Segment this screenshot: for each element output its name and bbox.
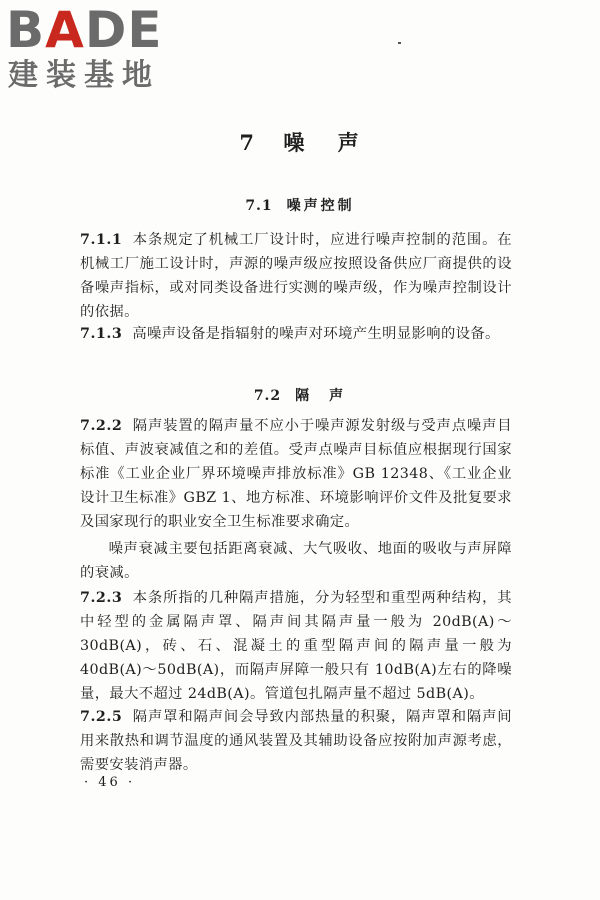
section-number: 7.1 [245, 198, 273, 214]
logo-subtitle: 建装基地 [8, 58, 160, 93]
logo-brand-part2: DE [84, 1, 163, 59]
chapter-title-char1: 噪 [283, 130, 307, 155]
chapter-title-char2: 声 [337, 130, 361, 155]
logo-brand-part1: B [6, 1, 46, 59]
clause-number: 7.2.5 [80, 709, 123, 725]
clause-7-2-3 [80, 586, 512, 706]
logo-brand-accent: A [45, 1, 85, 59]
clause-text: 本条规定了机械工厂设计时，应进行噪声控制的范围。在机械工厂施工设计时，声源的噪声级应按照设备供应厂商提供的设备噪声指标，或对同类设备进行实测的噪声级，作为噪声控制设计的依据。 [80, 232, 512, 320]
clause-number: 7.1.1 [80, 232, 123, 248]
chapter-title [0, 127, 600, 157]
section-title: 噪声控制 [286, 198, 355, 214]
clause-text: 隔声罩和隔声间会导致内部热量的积聚，隔声罩和隔声间用来散热和调节温度的通风装置及其辅助设备应按附加声源考虑，需要安装消声器。 [80, 709, 512, 773]
page-number: · 46 · [84, 775, 136, 790]
clause-7-1-1 [80, 228, 512, 324]
bade-logo [6, 1, 181, 99]
clause-7-1-3 [80, 322, 512, 346]
clause-number: 7.1.3 [80, 326, 123, 342]
clause-7-2-2-note: 噪声衰减主要包括距离衰减、大气吸收、地面的吸收与声屏障的衰减。 [80, 541, 512, 581]
scan-speck [398, 42, 401, 44]
clause-number: 7.2.2 [80, 418, 123, 434]
clause-7-2-2 [80, 414, 512, 534]
clause-text: 隔声装置的隔声量不应小于噪声源发射级与受声点噪声目标值、声波衰减值之和的差值。受声点噪声目标值应根据现行国家标准《工业企业厂界环境噪声排放标准》GB 12348、《工业企业设计卫生标准》GBZ 1、地方标准、环境影响评价文件及批复要求及国家现行的职业安全卫生标准要求确定。 [80, 418, 512, 530]
clause-7-2-5 [80, 705, 512, 777]
clause-text: 高噪声设备是指辐射的噪声对环境产生明显影响的设备。 [132, 326, 500, 342]
section-number: 7.2 [253, 388, 282, 404]
clause-text: 本条所指的几种隔声措施，分为轻型和重型两种结构，其中轻型的金属隔声罩、隔声间其隔声量一般为 20dB(A)～30dB(A)，砖、石、混凝土的重型隔声间的隔声量一般为 40dB(A)～50dB(A)，而隔声屏障一般只有 10dB(A)左右的降噪量，最大不超过 24dB(A)。管道包扎隔声量不超过 5dB(A)。 [80, 590, 512, 702]
clause-number: 7.2.3 [80, 590, 123, 606]
chapter-number: 7 [239, 130, 256, 155]
section-title: 隔 声 [295, 388, 347, 404]
section-heading-7-2 [0, 385, 600, 405]
logo-brand-text [6, 1, 163, 59]
section-heading-7-1 [0, 195, 600, 215]
